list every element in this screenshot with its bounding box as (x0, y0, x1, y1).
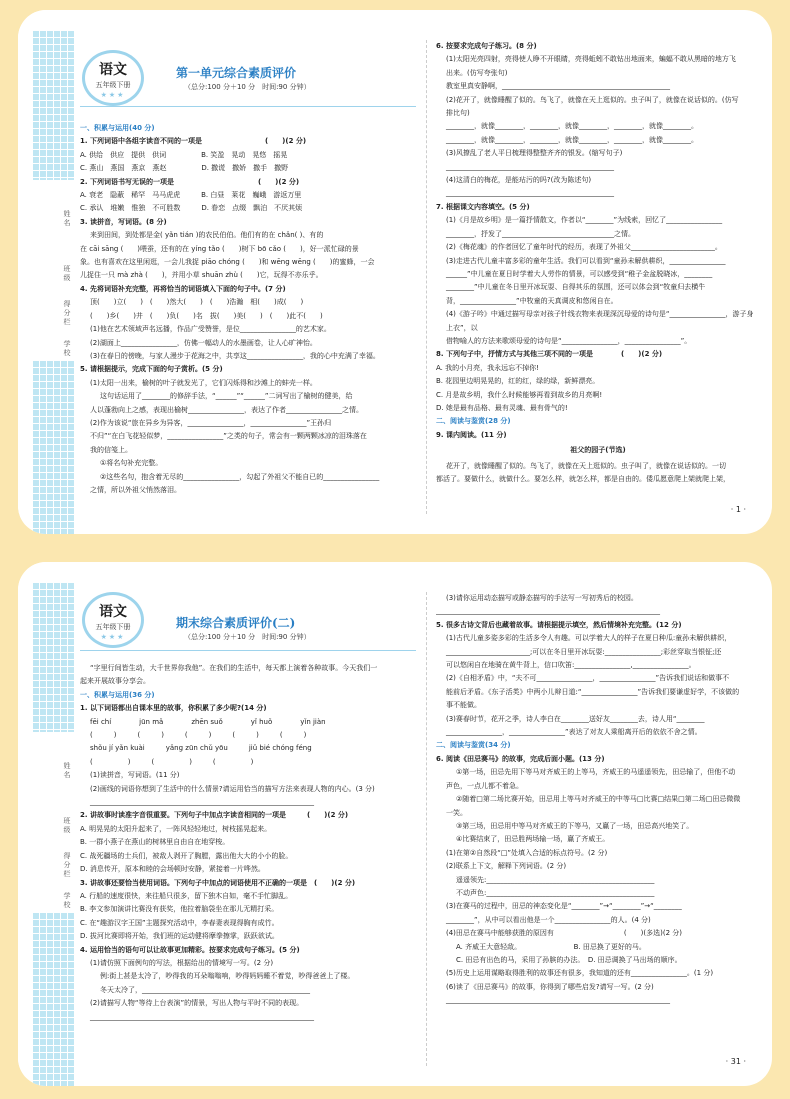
text-line: (3)风撩乱了老人平日梳理得整整齐齐的银发。(缩写句子) (446, 149, 623, 158)
text-line: (1)古代儿童多姿多彩的生活多令人有趣。可以学着大人的样子在夏日种瓜:童孙未解供耕织， (446, 634, 732, 643)
text-line: C. 承认 堆嫩 惟独 不可胜数 D. 眷恋 点缀 飘泊 不厌其烦 (80, 204, 303, 213)
text-line: (1)《月是故乡明》是一篇抒情散文，作者以“________”为线索，回忆了________________ (446, 216, 723, 225)
text-line: 背，________________”中牧童的天真调皮和悠闲自在。 (446, 296, 618, 305)
text-line: 都活了。要做什么，就做什么。要怎么样，就怎么样，都是自由的。倭瓜愿意爬上架就爬上架， (436, 475, 730, 483)
text-line: (1)读拼音，写词语。(11 分) (90, 771, 180, 780)
text-line: ①第一场，田忌先用下等马对齐威王的上等马，齐威王的马遥遥领先，田忌输了，但他不动 (456, 768, 736, 777)
text-line: (3)走进古代儿童丰富多彩的童年生活。我们可以看到“童孙未解供耕织，________________ (446, 256, 726, 265)
text-line: shǒu jí yǎn kuài yǎng zūn chǔ yōu jiǔ bié chóng féng (90, 744, 312, 753)
subject-badge (82, 592, 144, 648)
page-subtitle: （总分:100 分＋10 分 时间:90 分钟） (184, 83, 311, 91)
school-label: 学校 (63, 340, 71, 358)
text-line: A. 我的小月亮，我永远忘不掉你! (436, 363, 539, 372)
class-label: 班级 (63, 265, 71, 283)
section-heading: 一、积累与运用(36 分) (80, 690, 155, 699)
section-heading: 二、阅读与鉴赏(28 分) (436, 417, 511, 426)
grade-name: 五年级下册 (95, 81, 131, 89)
binding-strip (18, 562, 78, 1086)
text-line: ( )乡( )井 ( )负( )名 拔( )美( ) ( )此不( ) (90, 311, 323, 320)
text-line: 在 cāi sāng ( )喂蚕，还有的在 yíng tǎo ( )树下 bō cǎo ( )，好一派忙碌的景 (80, 244, 359, 253)
text-line: A. 明晃晃的太阳升起来了，一阵风轻轻地过，树枝摇晃起来。 (80, 824, 272, 833)
text-line: 不归”“在白飞花轻似梦，________________”之类的句子，常会有一颗两颗冰凉的泪珠落在 (90, 432, 367, 441)
title-rule (80, 106, 416, 107)
name-label: 姓名 (63, 762, 71, 780)
subject-name: 语文 (99, 62, 127, 78)
text-line: 教室里真安静啊，________________________________________________ (446, 82, 670, 91)
passage-title: 祖父的园子(节选) (570, 446, 626, 455)
grid-pattern (32, 912, 74, 1086)
text-line: ________________________________________________________________ (436, 607, 660, 616)
exam-page-2 (18, 562, 772, 1086)
text-line: (2)湖面上________________，仿佛一幅动人的水墨画卷，让人心旷神怡。 (90, 338, 317, 347)
school-label: 学校 (63, 892, 71, 910)
question-stem: 5. 很多古诗文背后也藏着故事。请根据提示填空，然后情境补充完整。(12 分) (436, 620, 682, 629)
text-line: 排比句) (446, 109, 470, 118)
text-line: (2)联系上下文，解释下列词语。(2 分) (446, 862, 567, 871)
question-stem: 3. 讲故事还要恰当使用词语。下列句子中加点的词语使用不正确的一项是 ( )(2 分) (80, 878, 356, 887)
text-line: (4)这清白的梅花，是能玷污的吗?(改为陈述句) (446, 176, 592, 185)
section-heading: 一、积累与运用(40 分) (80, 124, 155, 132)
grid-pattern (32, 30, 74, 180)
text-line: 来到田间，到处都是金( yǎn tián )的农民伯伯。他们有的在 chǎn( )、有的 (90, 231, 324, 240)
grade-name: 五年级下册 (95, 623, 131, 631)
page-number: · 31 · (725, 1057, 746, 1066)
subject-badge (82, 50, 144, 106)
subject-name: 语文 (99, 604, 127, 620)
question-stem: 4. 先将词语补充完整，再将恰当的词语填入下面的句子中。(7 分) (80, 284, 286, 293)
left-column (80, 662, 416, 1072)
section-heading: 二、阅读与鉴赏(34 分) (436, 741, 511, 750)
text-line: ②随着□第二场比赛开始，田忌用上等马对齐威王的中等马□比赛□结果□第二场□田忌微微 (456, 795, 741, 804)
text-line: 起来开展故事分享会。 (80, 677, 150, 686)
question-stem: 6. 按要求完成句子练习。(8 分) (436, 42, 537, 50)
question-stem: 2. 讲故事时读准字音很重要。下列句子中加点字读音相同的一项是 ( )(2 分) (80, 811, 349, 820)
text-line: D. 拔河比赛即将开始，我们班的运动健将摩拳擦掌，跃跃欲试。 (80, 932, 279, 941)
right-column (436, 40, 760, 520)
text-line: C. 战死疆场的士兵们，被敌人剥开了胸膛，露出他大大的小小的脸。 (80, 851, 293, 860)
question-stem: 2. 下列词语书写无误的一项是 ( )(2 分) (80, 177, 300, 186)
text-line: 声色，一点儿都不着急。 (446, 781, 523, 790)
text-line: A. 供给 供应 提供 供词 B. 笑盈 晃动 晃悠 摇晃 (80, 150, 288, 159)
text-line: (3)请你运用动态描写或静态描写的手法写一写初秀后的校园。 (446, 594, 638, 602)
question-stem: 5. 请根据提示，完成下面的句子赏析。(5 分) (80, 365, 223, 374)
text-line: (2)请描写人物“等待上台表演”的情景，写出人物与平时不同的表现。 (90, 999, 304, 1008)
text-line: ________”中儿童在冬日里开冰玩耍、自得其乐的氛围，还可以体会到“牧童归去横牛 (446, 283, 706, 292)
question-stem: 7. 根据课文内容填空。(5 分) (436, 202, 530, 211)
text-line: 冬天太冷了，________________________________________________ (100, 985, 310, 994)
text-line: (3)在春日的傍晚，与家人漫步于花海之中，共享这________________，我的心中充满了幸福。 (90, 351, 380, 360)
text-line: (2)作为该说“旅在异乡为异客，________________，________________”王孙归 (90, 418, 332, 427)
text-line: C. 月是故乡明，我什么时候能够再看到故乡的月亮啊! (436, 390, 603, 399)
class-label: 班级 (63, 817, 71, 835)
text-line: (1)太阳光亮四射，亮得使人睁不开眼睛，亮得蚯蚓不敢钻出地面来，蝙蝠不敢从黑暗的地方飞 (446, 55, 736, 64)
star-icons: ★★★ (100, 633, 126, 641)
text-line: D. 消息传开，原本和睦的会场顿时安静，紧接着一片哗然。 (80, 865, 265, 874)
text-line: A. 齐威王大意轻敌。 B. 田忌换了更好的马。 (456, 942, 646, 951)
text-line: 能前后矛盾。《东子活类》中两小儿辩日道:“________________”告诉我们要谦虚好学，不该做的 (446, 687, 740, 696)
text-line: ( ) ( ) ( ) (90, 757, 254, 766)
text-line: 人以蓬勃向上之感，表现出榆树________________，表达了作者________________之情。 (90, 405, 363, 414)
text-line: 象。也有喜欢在这里闲逛，一会儿我捉 piāo chóng ( )和 wēng wēng ( )的蜜蜂，一会 (80, 258, 375, 267)
text-line: 不动声色:________________________________________________ (456, 888, 655, 897)
score-label: 得分栏 (63, 300, 71, 327)
star-icons: ★★★ (100, 91, 126, 99)
text-line: (5)历史上运用谋略取得胜利的故事还有很多，我知道的还有________________。(1 分) (446, 969, 714, 978)
text-line: ④比赛结束了，田忌胜两场输一场，赢了齐威王。 (456, 835, 610, 844)
text-line: fēi chí jūn mǎ zhēn suǒ yǐ huǒ yǐn jiàn (90, 717, 326, 726)
text-line: ________________________________________________________________ (90, 798, 314, 807)
question-stem: 1. 以下词语都出自课本里的故事，你积累了多少呢?(14 分) (80, 704, 267, 713)
text-line: 儿捉住一只 mà zhà ( )，并用小草 shuān zhù ( )它，玩得不亦乐乎。 (80, 271, 323, 280)
text-line: 遥遥领先:________________________________________________ (456, 875, 655, 884)
text-line: 可以悠闲自在地骑在黄牛背上，信口吹笛:________________,________________。 (446, 661, 696, 670)
text-line: ________”，从中可以看出他是一个________________的人。(4 分) (446, 915, 651, 924)
text-line: ( ) ( ) ( ) ( ) ( ) (90, 731, 307, 740)
grid-pattern (32, 360, 74, 534)
text-line: ________，就像________，________，就像________，________，就像________。 (446, 122, 698, 131)
text-line: ________________________________________________ (446, 189, 614, 198)
text-line: (2)《梅花魂》的作者回忆了童年时代的经历，表现了外祖父________________________。 (446, 243, 722, 252)
text-line: (4)田忌在赛马中能够获胜的原因有 ( )(多选)(2 分) (446, 929, 682, 938)
question-stem: 6. 阅读《田忌赛马》的故事，完成后面小题。(13 分) (436, 754, 605, 763)
page-number: · 1 · (730, 505, 746, 514)
text-line: B. 花园里边明晃晃的，红的红，绿的绿，新鲜漂亮。 (436, 377, 600, 386)
text-line: 借物喻人的方法来歌颂母爱的诗句是“________________，________________”。 (446, 336, 692, 345)
score-label: 得分栏 (63, 852, 71, 879)
grid-pattern (32, 582, 74, 732)
text-line: (2)画线的词语你想到了生活中的什么情景?请运用恰当的描写方法来表现人物的内心。(3 分) (90, 784, 375, 793)
text-line: (3)在赛马的过程中，田忌的神态变化是“________”→“________”→“________ (446, 902, 682, 911)
question-stem: 9. 课内阅读。(11 分) (436, 430, 507, 439)
name-label: 姓名 (63, 210, 71, 228)
text-line: (1)在第②自然段“□”处填入合适的标点符号。(2 分) (446, 848, 608, 857)
text-line: ③第三场，田忌用中等马对齐威王的下等马，又赢了一场，田忌高兴地笑了。 (456, 821, 694, 830)
text-line: (1)他在艺术领域声名远播，作品广受赞誉，是位________________的艺术家。 (90, 325, 331, 334)
text-line: (1)太阳一出来，榆树的叶子就发光了，它们闪烁得和沙滩上的蚌壳一样。 (90, 378, 317, 387)
text-line: ________________________________________________________________ (446, 996, 670, 1005)
text-line: ①将名句补充完整。 (100, 459, 163, 468)
page-subtitle: （总分:100 分＋10 分 时间:90 分钟） (184, 633, 311, 641)
text-line: 事不能做。 (446, 701, 481, 710)
text-line: C. 在“趣游汉字王国”主题探究活动中，李春妻表现得胸有成竹。 (80, 918, 279, 927)
text-line: ________________________________________________________________ (90, 1012, 314, 1021)
text-line: (1)请仿照下面例句的写法，根据给出的情境写一写。(2 分) (90, 958, 274, 967)
text-line: ________，抒发了________________________________之情。 (446, 229, 635, 238)
column-divider (426, 592, 427, 1066)
text-line: 这句话运用了________的修辞手法，“______”“______”二词写出了榆树的健美，给 (100, 392, 353, 401)
page-title: 第一单元综合素质评价 (176, 66, 297, 80)
text-line: ________________________________________________ (446, 162, 614, 171)
text-line: A. 行船的速度很快，来往船只很多，留下独木自如，毫不手忙脚乱。 (80, 891, 293, 900)
text-line: (6)读了《田忌赛马》的故事，你得到了哪些启发?请写一写。(2 分) (446, 982, 654, 991)
text-line: (2)《自相矛盾》中，“夫不可________________，________________”告诉我们说话和做事不 (446, 674, 730, 683)
question-stem: 8. 下列句子中，抒情方式与其他三项不同的一项是 ( )(2 分) (436, 350, 663, 359)
question-stem: 3. 读拼音，写词语。(8 分) (80, 217, 167, 226)
text-line: ________，就像________，________，就像________，________，就像________。 (446, 135, 698, 144)
column-divider (426, 40, 427, 514)
page-title: 期末综合素质评价(二) (176, 616, 296, 630)
text-line: C. 燕山 燕国 燕京 燕赵 D. 撒谎 撒娇 撒手 撒野 (80, 164, 289, 173)
text-line: ②这些名句，抱含着无尽的________________，勾起了外祖父不能自已的________________ (100, 472, 380, 481)
right-column (436, 592, 760, 1072)
text-line: (2)花开了，就像睡醒了似的。鸟飞了，就像在天上逛似的。虫子叫了，就像在说话似的。(仿写 (446, 95, 739, 104)
text-line: 例:街上甚是太冷了，吵得我的耳朵嗡嗡响，吵得妈妈睡不着觉，吵得爸爸上了楼。 (100, 972, 355, 981)
text-line: A. 衰老 隐蔽 稀罕 马马虎虎 B. 白昼 莱花 巍峨 游返万里 (80, 191, 302, 200)
text-line: (3)赛春时节，花开之季，诗人李白在________送好友________去，诗人用“________ (446, 714, 705, 723)
text-line: 我的信笺上。 (90, 445, 132, 454)
text-line: ______”中儿童在夏日时学着大人劳作的情景，可以感受到“稚子金盆脱晓冰，________ (446, 269, 713, 278)
text-line: 一笑。 (446, 808, 467, 817)
text-line: D. 她是最有品格、最有灵魂、最有骨气的! (436, 403, 568, 412)
text-line: ________________，________________”表达了对友人乘船离开后的依依不舍之情。 (446, 728, 702, 737)
text-line: “字里行间皆生动，大千世界你我他”。在我们的生活中，每天都上演着各种故事。今天我们一 (90, 664, 378, 672)
text-line: 顶( )立( ) ( )然大( ) ( )浩瀚 相( )成( ) (90, 298, 304, 307)
title-rule (80, 650, 416, 651)
binding-strip (18, 10, 78, 534)
text-line: ________________________;可以在冬日里开冰玩耍:________________;彩丝穿取当银钲;还 (446, 647, 722, 656)
question-stem: 4. 运用恰当的语句可以让故事更加精彩。按要求完成句子练习。(5 分) (80, 945, 300, 954)
text-line: (4)《游子吟》中通过描写母亲对孩子针线衣物来表现深沉母爱的诗句是“________________，游子身上衣”，以 (446, 310, 754, 332)
question-stem: 1. 下列词语中各组字读音不同的一项是 ( )(2 分) (80, 137, 307, 146)
text-line: 之情，所以外祖父悄然落泪。 (90, 485, 181, 494)
left-column (80, 122, 416, 520)
exam-page-1 (18, 10, 772, 534)
text-line: B. 一群小燕子在燕山的树林里自由自在地穿梭。 (80, 838, 230, 847)
text-line: C. 田忌有出色的马，采用了孙膑的办法。 D. 田忌调换了马出场的顺序。 (456, 955, 682, 964)
text-line: 花开了，就像睡醒了似的。鸟飞了，就像在天上逛似的。虫子叫了，就像在说话似的。一切 (446, 461, 726, 470)
text-line: B. 李文参加演讲比赛没有获奖，他拉着脑袋坐在那儿无精打采。 (80, 905, 279, 914)
text-line: 出来。(仿写夸张句) (446, 68, 508, 77)
